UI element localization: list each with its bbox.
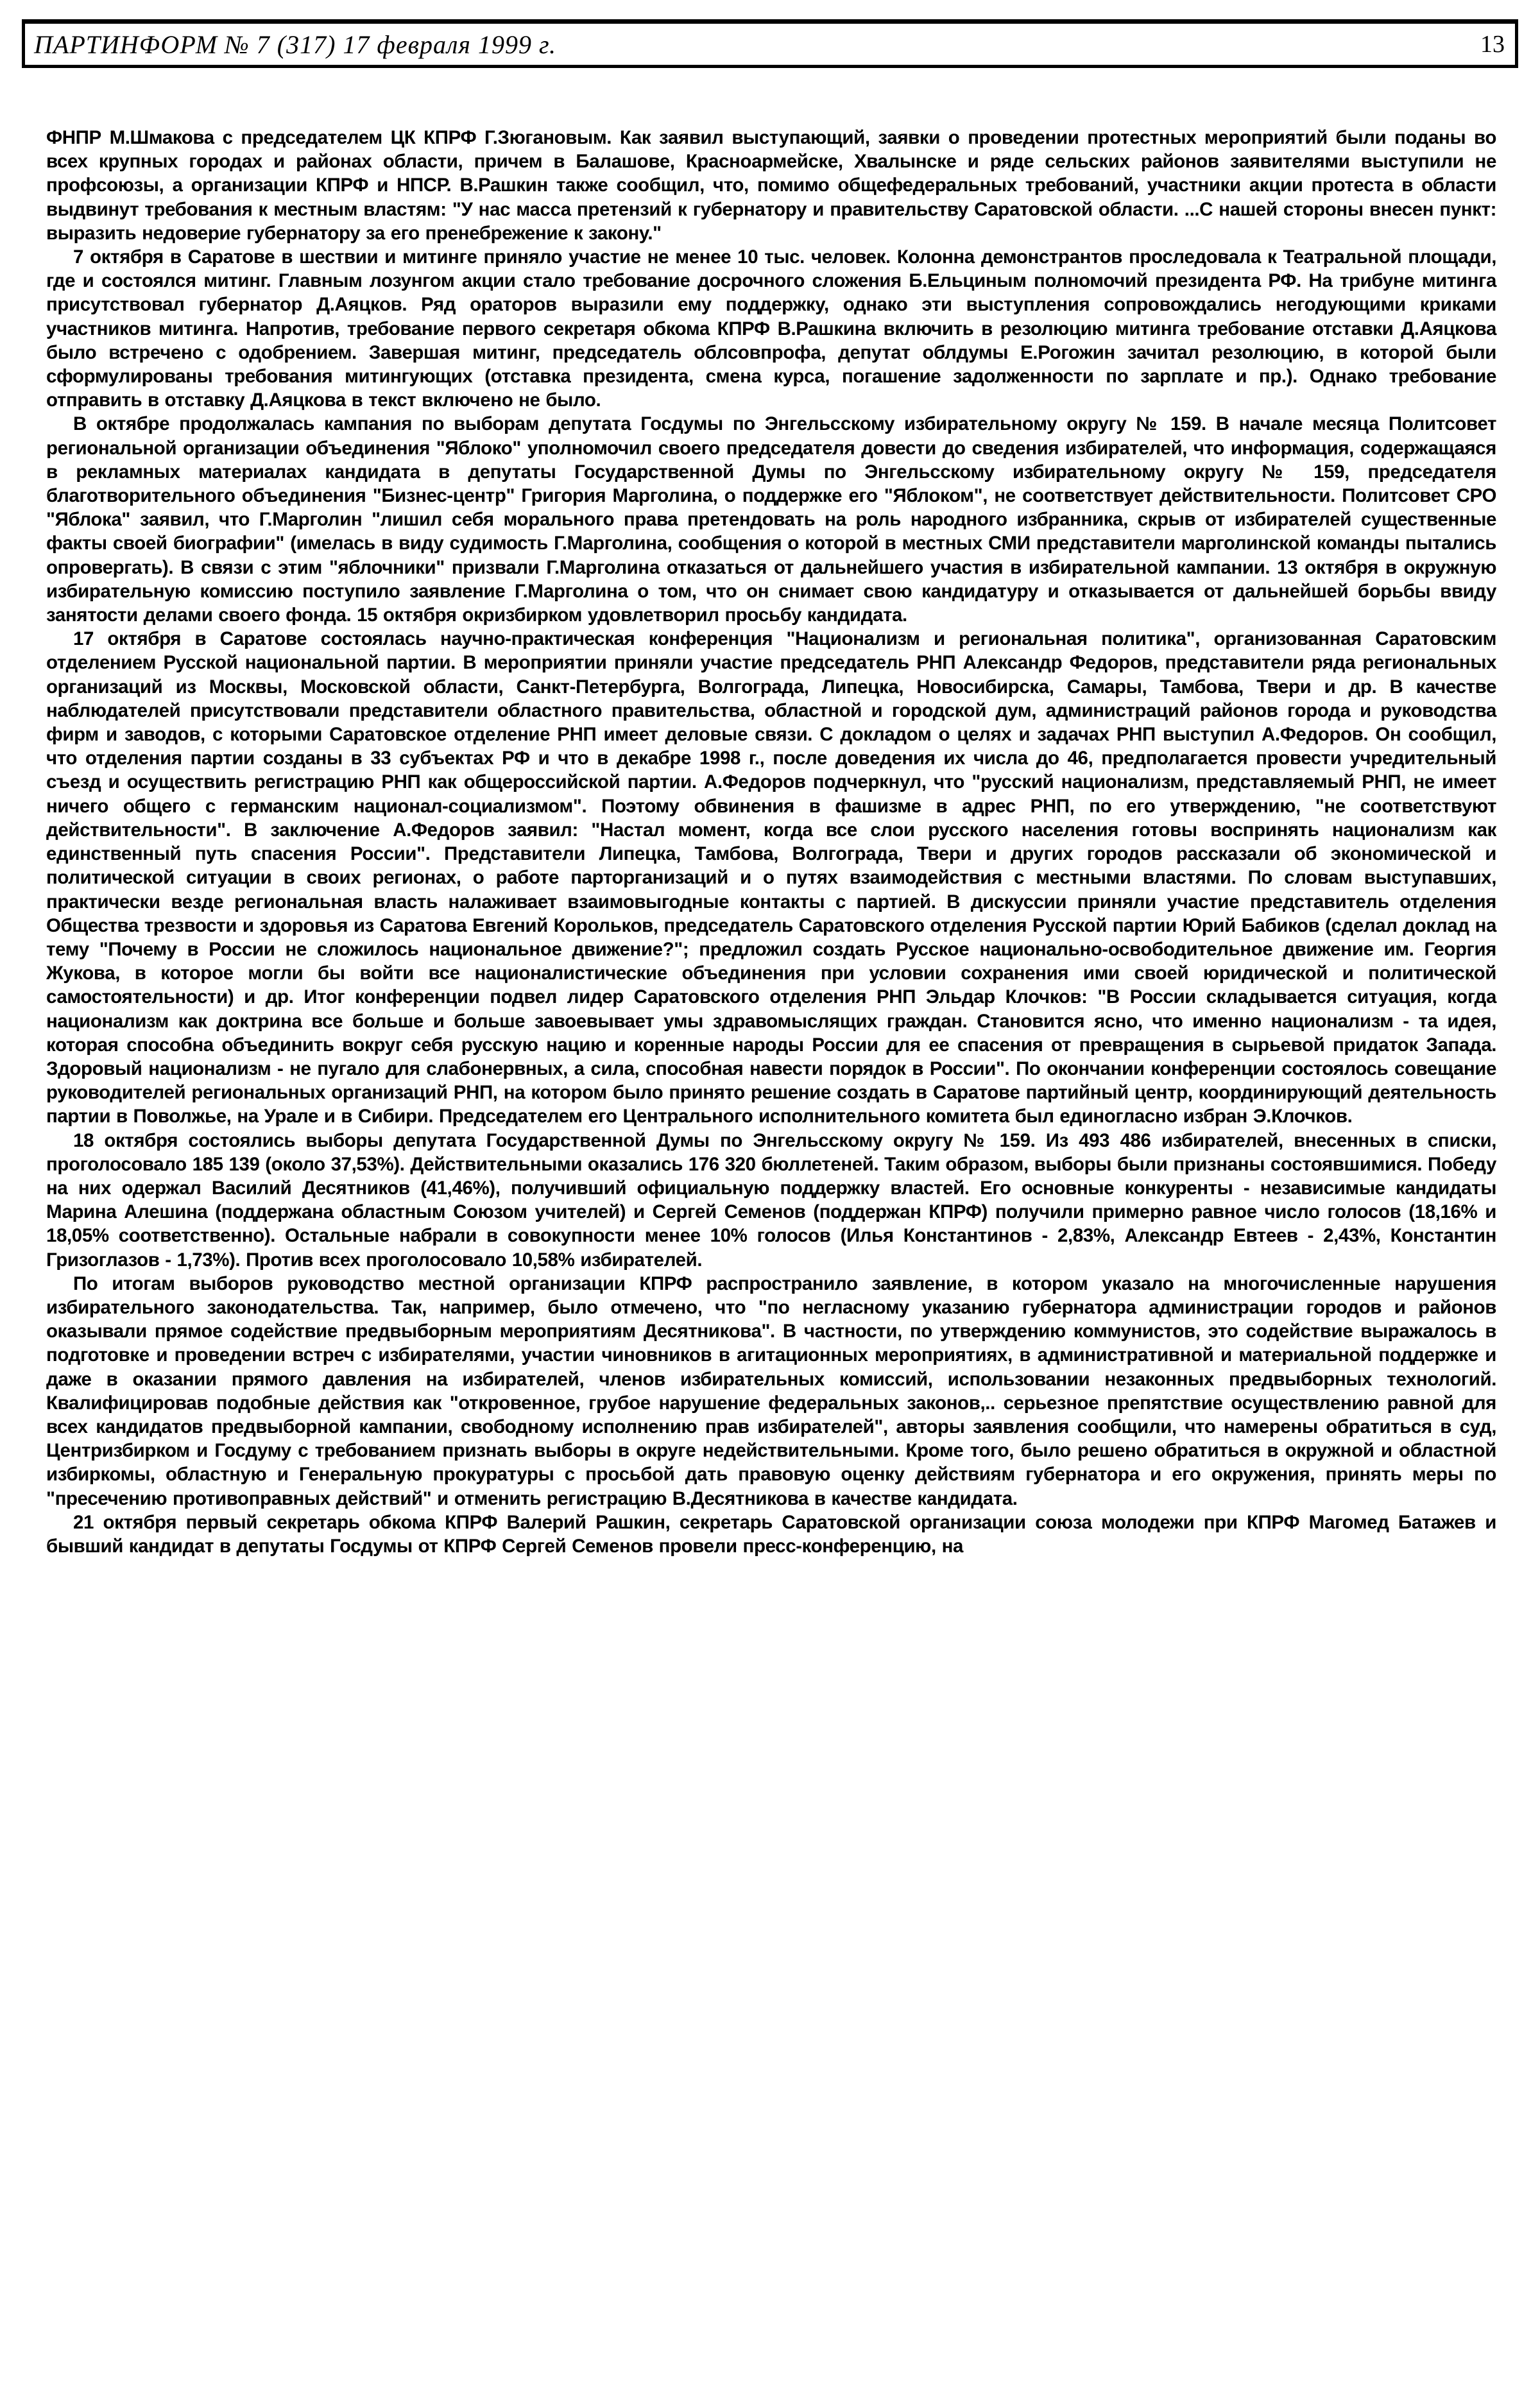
page-number: 13 [1480, 31, 1505, 58]
article-body [46, 126, 1496, 1558]
page-header [22, 19, 1518, 68]
journal-title: ПАРТИНФОРМ № 7 (317) 17 февраля 1999 г. [34, 30, 557, 59]
paragraph: 18 октября состоялись выборы депутата Государственной Думы по Энгельсскому округу № 159. Из 493 486 избирателей, внесенных в списки, проголосовало 185 139 (около 37,53%). Действительными оказались 176 320 бюллетеней. Таким образом, выборы были признаны состоявшимися. Победу на них одержал Василий Десятников (41,46%), получивший официальную поддержку властей. Его основные конкуренты - независимые кандидаты Марина Алешина (поддержана областным Союзом учителей) и Сергей Семенов (поддержан КПРФ) получили примерно равное число голосов (18,16% и 18,05% соответственно). Остальные набрали в совокупности менее 10% голосов (Илья Константинов - 2,83%, Александр Евтеев - 2,43%, Константин Гризоглазов - 1,73%). Против всех проголосовало 10,58% избирателей. [46, 1129, 1496, 1271]
paragraph: 17 октября в Саратове состоялась научно-практическая конференция "Национализм и региональная политика", организованная Саратовским отделением Русской национальной партии. В мероприятии приняли участие председатель РНП Александр Федоров, представители ряда региональных организаций из Москвы, Московской области, Санкт-Петербурга, Волгограда, Липецка, Новосибирска, Самары, Тамбова, Твери и др. В качестве наблюдателей присутствовали представители областного правительства, областной и городской дум, администраций районов города и руководства фирм и заводов, с которыми Саратовское отделение РНП имеет деловые связи. С докладом о целях и задачах РНП выступил А.Федоров. Он сообщил, что отделения партии созданы в 33 субъектах РФ и что в декабре 1998 г., после доведения их числа до 46, предполагается провести учредительный съезд и осуществить регистрацию РНП как общероссийской партии. А.Федоров подчеркнул, что "русский национализм, представляемый РНП, не имеет ничего общего с германским национал-социализмом". Поэтому обвинения в фашизме в адрес РНП, по его утверждению, "не соответствуют действительности". В заключение А.Федоров заявил: "Настал момент, когда все слои русского населения готовы воспринять национализм как единственный путь спасения России". Представители Липецка, Тамбова, Волгограда, Твери и других городов рассказали об экономической и политической ситуации в своих регионах, о работе парторганизаций и о путях взаимодействия с местными властями. По словам выступавших, практически везде региональная власть налаживает взаимовыгодные контакты с партией. В дискуссии приняли участие представитель отделения Общества трезвости и здоровья из Саратова Евгений Корольков, председатель Саратовского отделения Русской партии Юрий Бабиков (сделал доклад на тему "Почему в России не сложилось национальное движение?"; предложил создать Русское национально-освободительное движение им. Георгия Жукова, в которое могли бы войти все националистические объединения при условии сохранения ими своей юридической и политической самостоятельности) и др. Итог конференции подвел лидер Саратовского отделения РНП Эльдар Клочков: "В России складывается ситуация, когда национализм как доктрина все больше и больше завоевывает умы здравомыслящих граждан. Становится ясно, что именно национализм - та идея, которая способна объединить вокруг себя русскую нацию и коренные народы России для ее спасения от превращения в сырьевой придаток Запада. Здоровый национализм - не пугало для слабонервных, а сила, способная навести порядок в России". По окончании конференции состоялось совещание руководителей региональных организаций РНП, на котором было принято решение создать в Саратове партийный центр, координирующий деятельность партии в Поволжье, на Урале и в Сибири. Председателем его Центрального исполнительного комитета был единогласно избран Э.Клочков. [46, 628, 1496, 1127]
paragraph: 7 октября в Саратове в шествии и митинге приняло участие не менее 10 тыс. человек. Колонна демонстрантов проследовала к Театральной площади, где и состоялся митинг. Главным лозунгом акции стало требование досрочного сложения Б.Ельциным полномочий президента РФ. На трибуне митинга присутствовал губернатор Д.Аяцков. Ряд ораторов выразили ему поддержку, однако эти выступления сопровождались негодующими криками участников митинга. Напротив, требование первого секретаря обкома КПРФ В.Рашкина включить в резолюцию митинга требование отставки Д.Аяцкова было встречено с одобрением. Завершая митинг, председатель облсовпрофа, депутат облдумы Е.Рогожин зачитал резолюцию, в которой были сформулированы требования митингующих (отставка президента, смена курса, погашение задолженности по зарплате и пр.). Однако требование отправить в отставку Д.Аяцкова в текст включено не было. [46, 246, 1496, 411]
paragraph: ФНПР М.Шмакова с председателем ЦК КПРФ Г.Зюгановым. Как заявил выступающий, заявки о проведении протестных мероприятий были поданы во всех крупных городах и районах области, причем в Балашове, Красноармейске, Хвалынске и ряде сельских районов заявителями выступили не профсоюзы, а организации КПРФ и НПСР. В.Рашкин также сообщил, что, помимо общефедеральных требований, участники акции протеста в области выдвинут требования к местным властям: "У нас масса претензий к губернатору и правительству Саратовской области. ...С нашей стороны внесен пункт: выразить недоверие губернатору за его пренебрежение к закону." [46, 127, 1496, 244]
paragraph: В октябре продолжалась кампания по выборам депутата Госдумы по Энгельсскому избирательному округу № 159. В начале месяца Политсовет региональной организации объединения "Яблоко" уполномочил своего председателя довести до сведения избирателей, что информация, содержащаяся в рекламных материалах кандидата в депутаты Государственной Думы по Энгельсскому избирательному округу № 159, председателя благотворительного объединения "Бизнес-центр" Григория Марголина, о поддержке его "Яблоком", не соответствует действительности. Политсовет СРО "Яблока" заявил, что Г.Марголин "лишил себя морального права претендовать на роль народного избранника, скрыв от избирателей существенные факты своей биографии" (имелась в виду судимость Г.Марголина, сообщения о которой в местных СМИ представители марголинской команды пытались опровергать). В связи с этим "яблочники" призвали Г.Марголина отказаться от дальнейшего участия в избирательной кампании. 13 октября в окружную избирательную комиссию поступило заявление Г.Марголина о том, что он снимает свою кандидатуру и отказывается от дальнейшей борьбы ввиду занятости делами своего фонда. 15 октября окризбирком удовлетворил просьбу кандидата. [46, 413, 1496, 626]
paragraph: По итогам выборов руководство местной организации КПРФ распространило заявление, в котором указало на многочисленные нарушения избирательного законодательства. Так, например, было отмечено, что "по негласному указанию губернатора администрации городов и районов оказывали прямое содействие предвыборным мероприятиям Десятникова". В частности, по утверждению коммунистов, это содействие выражалось в подготовке и проведении встреч с избирателями, участии чиновников в агитационных мероприятиях, в административной и материальной поддержке и даже в оказании прямого давления на избирателей, членов избирательных комиссий, использовании незаконных предвыборных технологий. Квалифицировав подобные действия как "откровенное, грубое нарушение федеральных законов,.. серьезное препятствие осуществлению равной для всех кандидатов предвыборной кампании, свободному исполнению прав избирателей", авторы заявления сообщили, что намерены обратиться в суд, Центризбирком и Госдуму с требованием признать выборы в округе недействительными. Кроме того, было решено обратиться в окружной и областной избиркомы, областную и Генеральную прокуратуры с просьбой дать правовую оценку действиям губернатора и его окружения, принять меры по "пресечению противоправных действий" и отменить регистрацию В.Десятникова в качестве кандидата. [46, 1272, 1496, 1509]
paragraph: 21 октября первый секретарь обкома КПРФ Валерий Рашкин, секретарь Саратовской организации союза молодежи при КПРФ Магомед Батажев и бывший кандидат в депутаты Госдумы от КПРФ Сергей Семенов провели пресс-конференцию, на [46, 1511, 1496, 1557]
